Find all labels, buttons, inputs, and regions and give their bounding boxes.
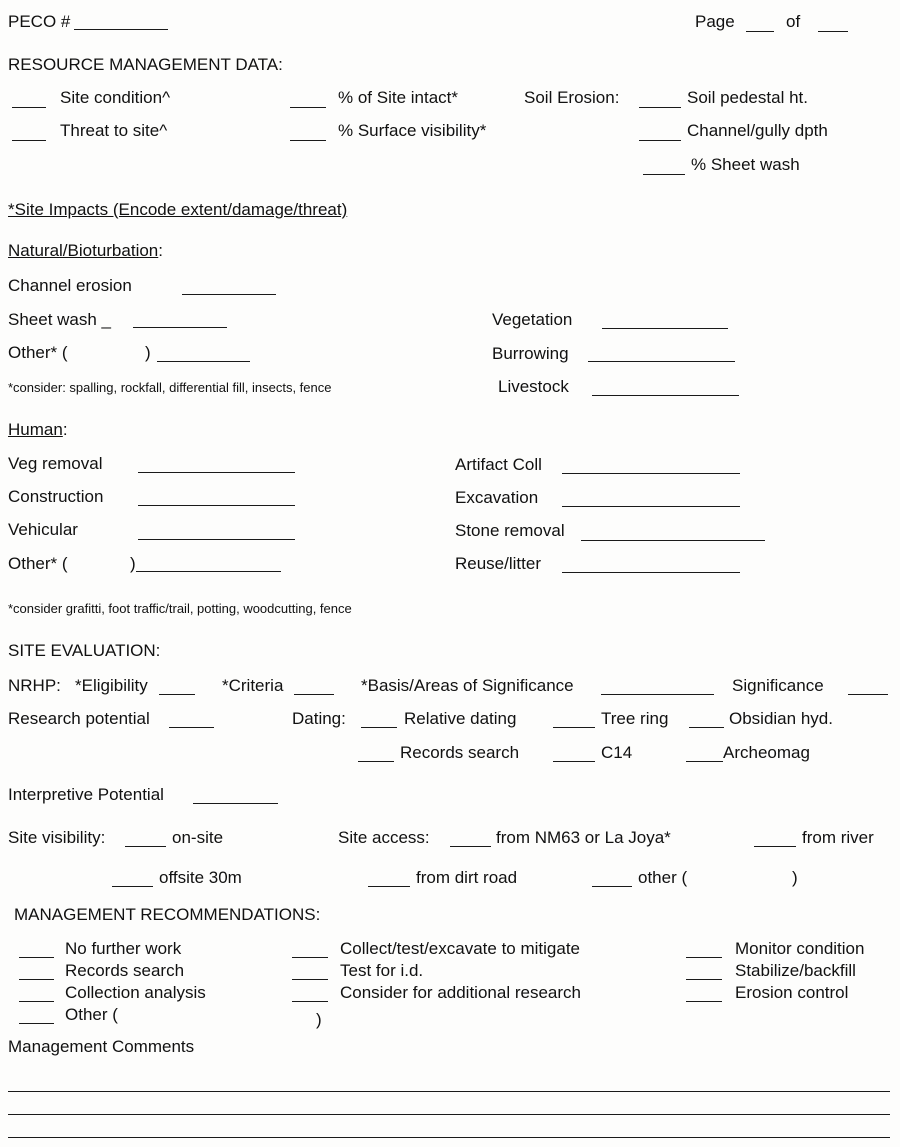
vehicular-label: Vehicular bbox=[8, 520, 78, 539]
channel-gully-field[interactable] bbox=[639, 140, 681, 141]
from-nm63-field[interactable] bbox=[450, 846, 491, 847]
reuse-litter-label: Reuse/litter bbox=[455, 554, 541, 573]
no-further-label: No further work bbox=[65, 939, 182, 958]
records-search-eval-label: Records search bbox=[400, 743, 520, 762]
site-access-label: Site access: bbox=[338, 828, 430, 847]
threat-field[interactable] bbox=[12, 140, 46, 141]
nrhp-label: NRHP: bbox=[8, 676, 61, 695]
vegetation-label: Vegetation bbox=[492, 310, 573, 329]
stabilize-field[interactable] bbox=[686, 979, 722, 980]
natural-other-field[interactable] bbox=[157, 361, 250, 362]
pct-site-intact-label: % of Site intact* bbox=[338, 88, 459, 107]
access-other-label: other ( bbox=[638, 868, 688, 887]
research-potential-label: Research potential bbox=[8, 709, 150, 728]
collection-analysis-label: Collection analysis bbox=[65, 983, 206, 1002]
stabilize-label: Stabilize/backfill bbox=[735, 961, 856, 980]
vehicular-field[interactable] bbox=[138, 539, 295, 540]
channel-erosion-label: Channel erosion bbox=[8, 276, 132, 295]
collect-test-field[interactable] bbox=[292, 957, 328, 958]
relative-dating-label: Relative dating bbox=[404, 709, 517, 728]
from-river-field[interactable] bbox=[754, 846, 796, 847]
interpretive-field[interactable] bbox=[193, 803, 278, 804]
records-search-eval-field[interactable] bbox=[358, 761, 394, 762]
consider-research-field[interactable] bbox=[292, 1001, 328, 1002]
c14-label: C14 bbox=[601, 743, 633, 762]
natural-note: *consider: spalling, rockfall, differential fill, insects, fence bbox=[8, 380, 332, 395]
no-further-field[interactable] bbox=[19, 957, 54, 958]
on-site-label: on-site bbox=[172, 828, 224, 847]
burrowing-label: Burrowing bbox=[492, 344, 569, 363]
natural-other-close: ) bbox=[145, 343, 151, 362]
site-condition-field[interactable] bbox=[12, 107, 46, 108]
mgmt-title: MANAGEMENT RECOMMENDATIONS: bbox=[14, 905, 321, 924]
burrowing-field[interactable] bbox=[588, 361, 735, 362]
mgmt-comments-label: Management Comments bbox=[8, 1037, 195, 1056]
human-heading-colon: : bbox=[62, 420, 68, 439]
on-site-field[interactable] bbox=[125, 846, 166, 847]
livestock-field[interactable] bbox=[592, 395, 739, 396]
livestock-label: Livestock bbox=[498, 377, 569, 396]
collection-analysis-field[interactable] bbox=[19, 1001, 54, 1002]
access-other-field[interactable] bbox=[592, 886, 632, 887]
criteria-field[interactable] bbox=[294, 694, 334, 695]
obsidian-label: Obsidian hyd. bbox=[729, 709, 833, 728]
human-other-label: Other* ( bbox=[8, 554, 68, 573]
pct-sheet-wash-label: % Sheet wash bbox=[691, 155, 800, 174]
eligibility-field[interactable] bbox=[159, 694, 195, 695]
erosion-control-field[interactable] bbox=[686, 1001, 722, 1002]
collect-test-label: Collect/test/excavate to mitigate bbox=[340, 939, 581, 958]
artifact-coll-field[interactable] bbox=[562, 473, 740, 474]
soil-erosion-label: Soil Erosion: bbox=[524, 88, 620, 107]
site-impacts-title: *Site Impacts (Encode extent/damage/threat) bbox=[8, 200, 348, 219]
reuse-litter-field[interactable] bbox=[562, 572, 740, 573]
from-nm63-label: from NM63 or La Joya* bbox=[496, 828, 671, 847]
page-number-field[interactable] bbox=[746, 31, 774, 32]
test-id-field[interactable] bbox=[292, 979, 328, 980]
natural-heading-text: Natural/Bioturbation bbox=[8, 241, 159, 260]
peco-field[interactable] bbox=[74, 29, 168, 30]
construction-label: Construction bbox=[8, 487, 104, 506]
from-dirt-road-label: from dirt road bbox=[416, 868, 518, 887]
erosion-control-label: Erosion control bbox=[735, 983, 849, 1002]
page-label: Page bbox=[695, 12, 735, 31]
sheet-wash-field[interactable] bbox=[133, 327, 227, 328]
pct-surface-vis-label: % Surface visibility* bbox=[338, 121, 487, 140]
mgmt-other-close: ) bbox=[316, 1010, 322, 1029]
eligibility-label: *Eligibility bbox=[75, 676, 148, 695]
page-total-field[interactable] bbox=[818, 31, 848, 32]
monitor-field[interactable] bbox=[686, 957, 722, 958]
relative-dating-field[interactable] bbox=[361, 727, 397, 728]
veg-removal-field[interactable] bbox=[138, 472, 295, 473]
artifact-coll-label: Artifact Coll bbox=[455, 455, 542, 474]
from-river-label: from river bbox=[802, 828, 874, 847]
human-heading-text: Human bbox=[8, 420, 63, 439]
soil-pedestal-label: Soil pedestal ht. bbox=[687, 88, 808, 107]
excavation-field[interactable] bbox=[562, 506, 740, 507]
human-other-close: ) bbox=[130, 554, 136, 573]
offsite-field[interactable] bbox=[112, 886, 153, 887]
comment-line-2[interactable] bbox=[8, 1114, 890, 1115]
threat-label: Threat to site^ bbox=[60, 121, 168, 140]
sheet-wash-label: Sheet wash _ bbox=[8, 310, 112, 329]
channel-gully-label: Channel/gully dpth bbox=[687, 121, 828, 140]
archeomag-label: Archeomag bbox=[723, 743, 810, 762]
site-evaluation-title: SITE EVALUATION: bbox=[8, 641, 161, 660]
obsidian-field[interactable] bbox=[689, 727, 724, 728]
pct-sheet-wash-field[interactable] bbox=[643, 174, 685, 175]
monitor-label: Monitor condition bbox=[735, 939, 865, 958]
vegetation-field[interactable] bbox=[602, 328, 728, 329]
site-condition-label: Site condition^ bbox=[60, 88, 171, 107]
stone-removal-field[interactable] bbox=[581, 540, 765, 541]
c14-field[interactable] bbox=[553, 761, 595, 762]
from-dirt-road-field[interactable] bbox=[368, 886, 410, 887]
peco-label: PECO # bbox=[8, 12, 71, 31]
human-heading bbox=[8, 420, 68, 440]
rmd-title: RESOURCE MANAGEMENT DATA: bbox=[8, 55, 283, 74]
natural-heading bbox=[8, 241, 163, 261]
tree-ring-field[interactable] bbox=[553, 727, 595, 728]
site-visibility-label: Site visibility: bbox=[8, 828, 106, 847]
veg-removal-label: Veg removal bbox=[8, 454, 103, 473]
access-other-close: ) bbox=[792, 868, 798, 887]
comment-line-3[interactable] bbox=[8, 1137, 890, 1138]
pct-site-intact-field[interactable] bbox=[290, 107, 326, 108]
pct-surface-vis-field[interactable] bbox=[290, 140, 326, 141]
human-note: *consider grafitti, foot traffic/trail, potting, woodcutting, fence bbox=[8, 601, 352, 616]
consider-research-label: Consider for additional research bbox=[340, 983, 581, 1002]
mgmt-other-field[interactable] bbox=[19, 1023, 54, 1024]
criteria-label: *Criteria bbox=[222, 676, 284, 695]
mgmt-records-search-label: Records search bbox=[65, 961, 185, 980]
significance-field[interactable] bbox=[848, 694, 888, 695]
stone-removal-label: Stone removal bbox=[455, 521, 565, 540]
of-label: of bbox=[786, 12, 801, 31]
natural-other-label: Other* ( bbox=[8, 343, 68, 362]
natural-heading-colon: : bbox=[158, 241, 163, 260]
interpretive-label: Interpretive Potential bbox=[8, 785, 164, 804]
comment-line-1[interactable] bbox=[8, 1091, 890, 1092]
significance-label: Significance bbox=[732, 676, 824, 695]
basis-label: *Basis/Areas of Significance bbox=[361, 676, 574, 695]
dating-label: Dating: bbox=[292, 709, 346, 728]
basis-field[interactable] bbox=[601, 694, 714, 695]
mgmt-records-search-field[interactable] bbox=[19, 979, 54, 980]
test-id-label: Test for i.d. bbox=[340, 961, 424, 980]
mgmt-other-label: Other ( bbox=[65, 1005, 118, 1024]
archeomag-field[interactable] bbox=[686, 761, 723, 762]
excavation-label: Excavation bbox=[455, 488, 539, 507]
offsite-label: offsite 30m bbox=[159, 868, 242, 887]
construction-field[interactable] bbox=[138, 505, 295, 506]
human-other-field[interactable] bbox=[136, 571, 281, 572]
soil-pedestal-field[interactable] bbox=[639, 107, 681, 108]
research-potential-field[interactable] bbox=[169, 727, 214, 728]
channel-erosion-field[interactable] bbox=[182, 294, 276, 295]
tree-ring-label: Tree ring bbox=[601, 709, 669, 728]
